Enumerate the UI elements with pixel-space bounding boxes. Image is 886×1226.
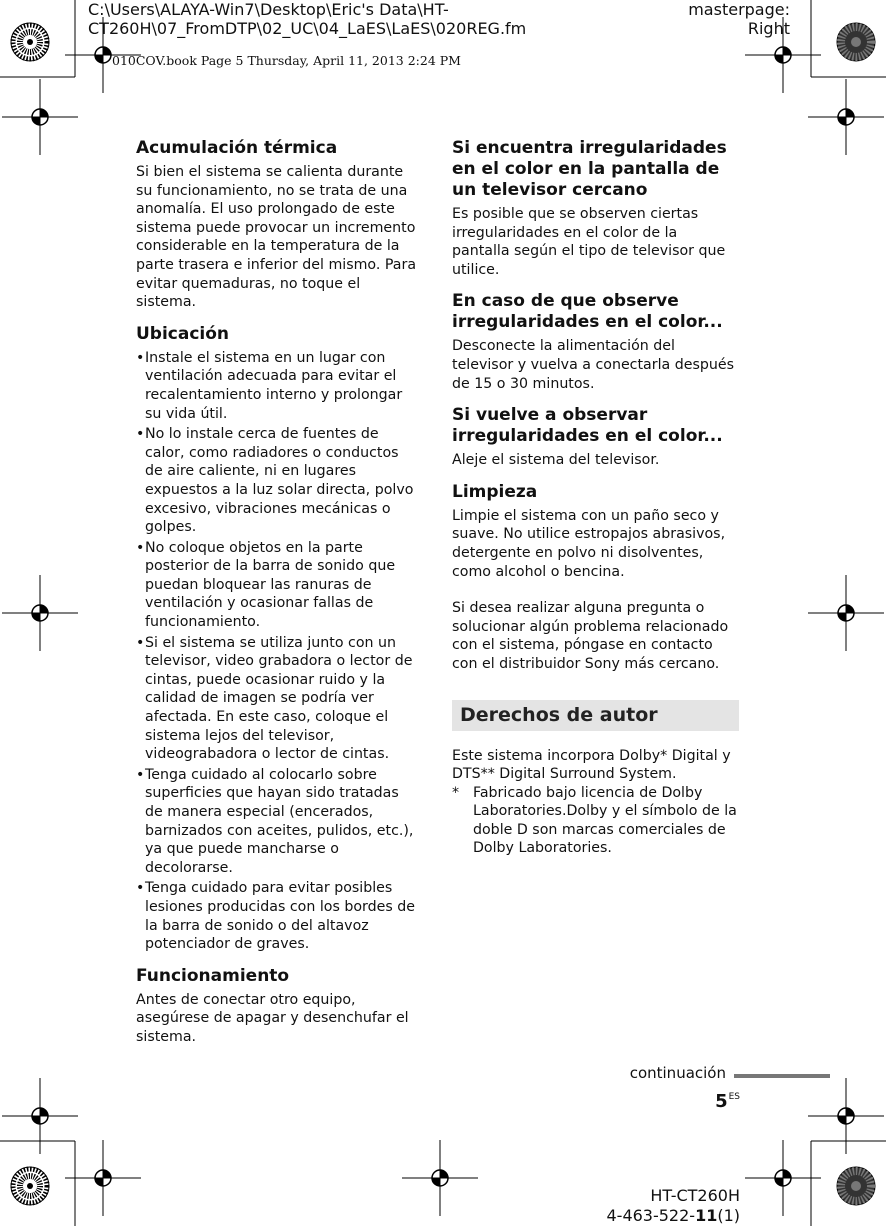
list-item: • Si el sistema se utiliza junto con un televisor, video grabadora o lector de cintas, puede ocasionar ruido y la calidad de imagen se podría ver afectada. En este caso, coloque el sistema lejos del televisor, videograbadora o lector de cintas.	[136, 634, 420, 764]
book-info: 010COV.book Page 5 Thursday, April 11, 2013 2:24 PM	[112, 53, 461, 68]
continuation-label: continuación	[629, 1064, 726, 1082]
footnote-mark: *	[452, 784, 460, 801]
model-name: HT-CT260H	[650, 1186, 740, 1205]
ubicacion-list	[136, 349, 420, 954]
paragraph-limpieza: Limpie el sistema con un paño seco y suave. No utilice estropajos abrasivos, detergente en polvo ni disolventes, como alcohol o bencina.	[452, 507, 726, 580]
list-item: • Tenga cuidado al colocarlo sobre superficies que hayan sido tratadas de manera especial (encerados, barnizados con aceites, pulidos, etc.), ya que puede mancharse o decolorarse.	[136, 766, 420, 878]
paragraph-copyright: Este sistema incorpora Dolby* Digital y DTS** Digital Surround System.	[452, 747, 731, 783]
page-number	[700, 1091, 740, 1112]
list-item: • Instale el sistema en un lugar con ventilación adecuada para evitar el recalentamiento interno y prolongar su vida útil.	[136, 349, 420, 423]
continuation-bar	[734, 1074, 830, 1078]
list-item: • No coloque objetos en la parte posterior de la barra de sonido que puedan bloquear las ranuras de ventilación y ocasionar fallas de funcionamiento.	[136, 539, 420, 632]
continuation-indicator	[600, 1064, 830, 1086]
page-number-value: 5	[715, 1091, 728, 1112]
heading-ubicacion: Ubicación	[136, 323, 230, 344]
paragraph-en-caso: Desconecte la alimentación del televisor y vuelva a conectarla después de 15 o 30 minutos.	[452, 338, 734, 392]
list-item: • Tenga cuidado para evitar posibles lesiones producidas con los bordes de la barra de sonido o del altavoz potenciador de graves.	[136, 879, 420, 953]
heading-en-caso: En caso de que observe irregularidades en el color...	[452, 291, 723, 333]
footnote-text: Fabricado bajo licencia de Dolby Laboratories.Dolby y el símbolo de la doble D son marcas comerciales de Dolby Laboratories.	[473, 784, 737, 857]
masterpage-line-1: masterpage:	[688, 0, 790, 19]
paragraph-irregularidades: Es posible que se observen ciertas irregularidades en el color de la pantalla según el tipo de televisor que utilice.	[452, 206, 726, 278]
heading-irregularidades: Si encuentra irregularidades en el color en la pantalla de un televisor cercano	[452, 138, 727, 200]
file-path-line-2: CT260H\07_FromDTP\02_UC\04_LaES\LaES\020REG.fm	[88, 19, 527, 38]
masterpage-label	[680, 0, 790, 38]
footnote-dolby	[452, 784, 739, 858]
right-column	[452, 138, 739, 858]
paragraph-si-vuelve: Aleje el sistema del televisor.	[452, 452, 660, 469]
page-language-suffix: ES	[728, 1092, 740, 1102]
part-number-revision: 11	[695, 1206, 718, 1225]
paragraph-funcionamiento: Antes de conectar otro equipo, asegúrese de apagar y desenchufar el sistema.	[136, 991, 409, 1045]
paragraph-contacto: Si desea realizar alguna pregunta o solucionar algún problema relacionado con el sistema, póngase en contacto con el distribuidor Sony más cercano.	[452, 600, 729, 672]
file-path-line-1: C:\Users\ALAYA-Win7\Desktop\Eric's Data\HT-	[88, 0, 449, 19]
left-column	[136, 138, 420, 1059]
section-banner-derechos: Derechos de autor	[452, 700, 739, 731]
heading-limpieza: Limpieza	[452, 481, 538, 502]
list-item: • No lo instale cerca de fuentes de calor, como radiadores o conductos de aire caliente, ni en lugares expuestos a la luz solar directa, polvo excesivo, vibraciones mecánicas o golpes.	[136, 425, 420, 537]
part-number-prefix: 4-463-522-	[606, 1206, 696, 1225]
part-number-suffix: (1)	[717, 1206, 740, 1225]
heading-acumulacion: Acumulación térmica	[136, 138, 338, 158]
masterpage-line-2: Right	[747, 19, 790, 38]
heading-funcionamiento: Funcionamiento	[136, 965, 290, 986]
paragraph-acumulacion: Si bien el sistema se calienta durante su funcionamiento, no se trata de una anomalía. El uso prolongado de este sistema puede provocar un incremento considerable en la temperatura de la parte trasera e inferior del mismo. Para evitar quemaduras, no toque el sistema.	[136, 164, 417, 311]
heading-si-vuelve: Si vuelve a observar irregularidades en el color...	[452, 405, 723, 447]
file-path-header	[88, 0, 527, 38]
model-info	[560, 1186, 740, 1226]
part-number	[560, 1206, 740, 1226]
